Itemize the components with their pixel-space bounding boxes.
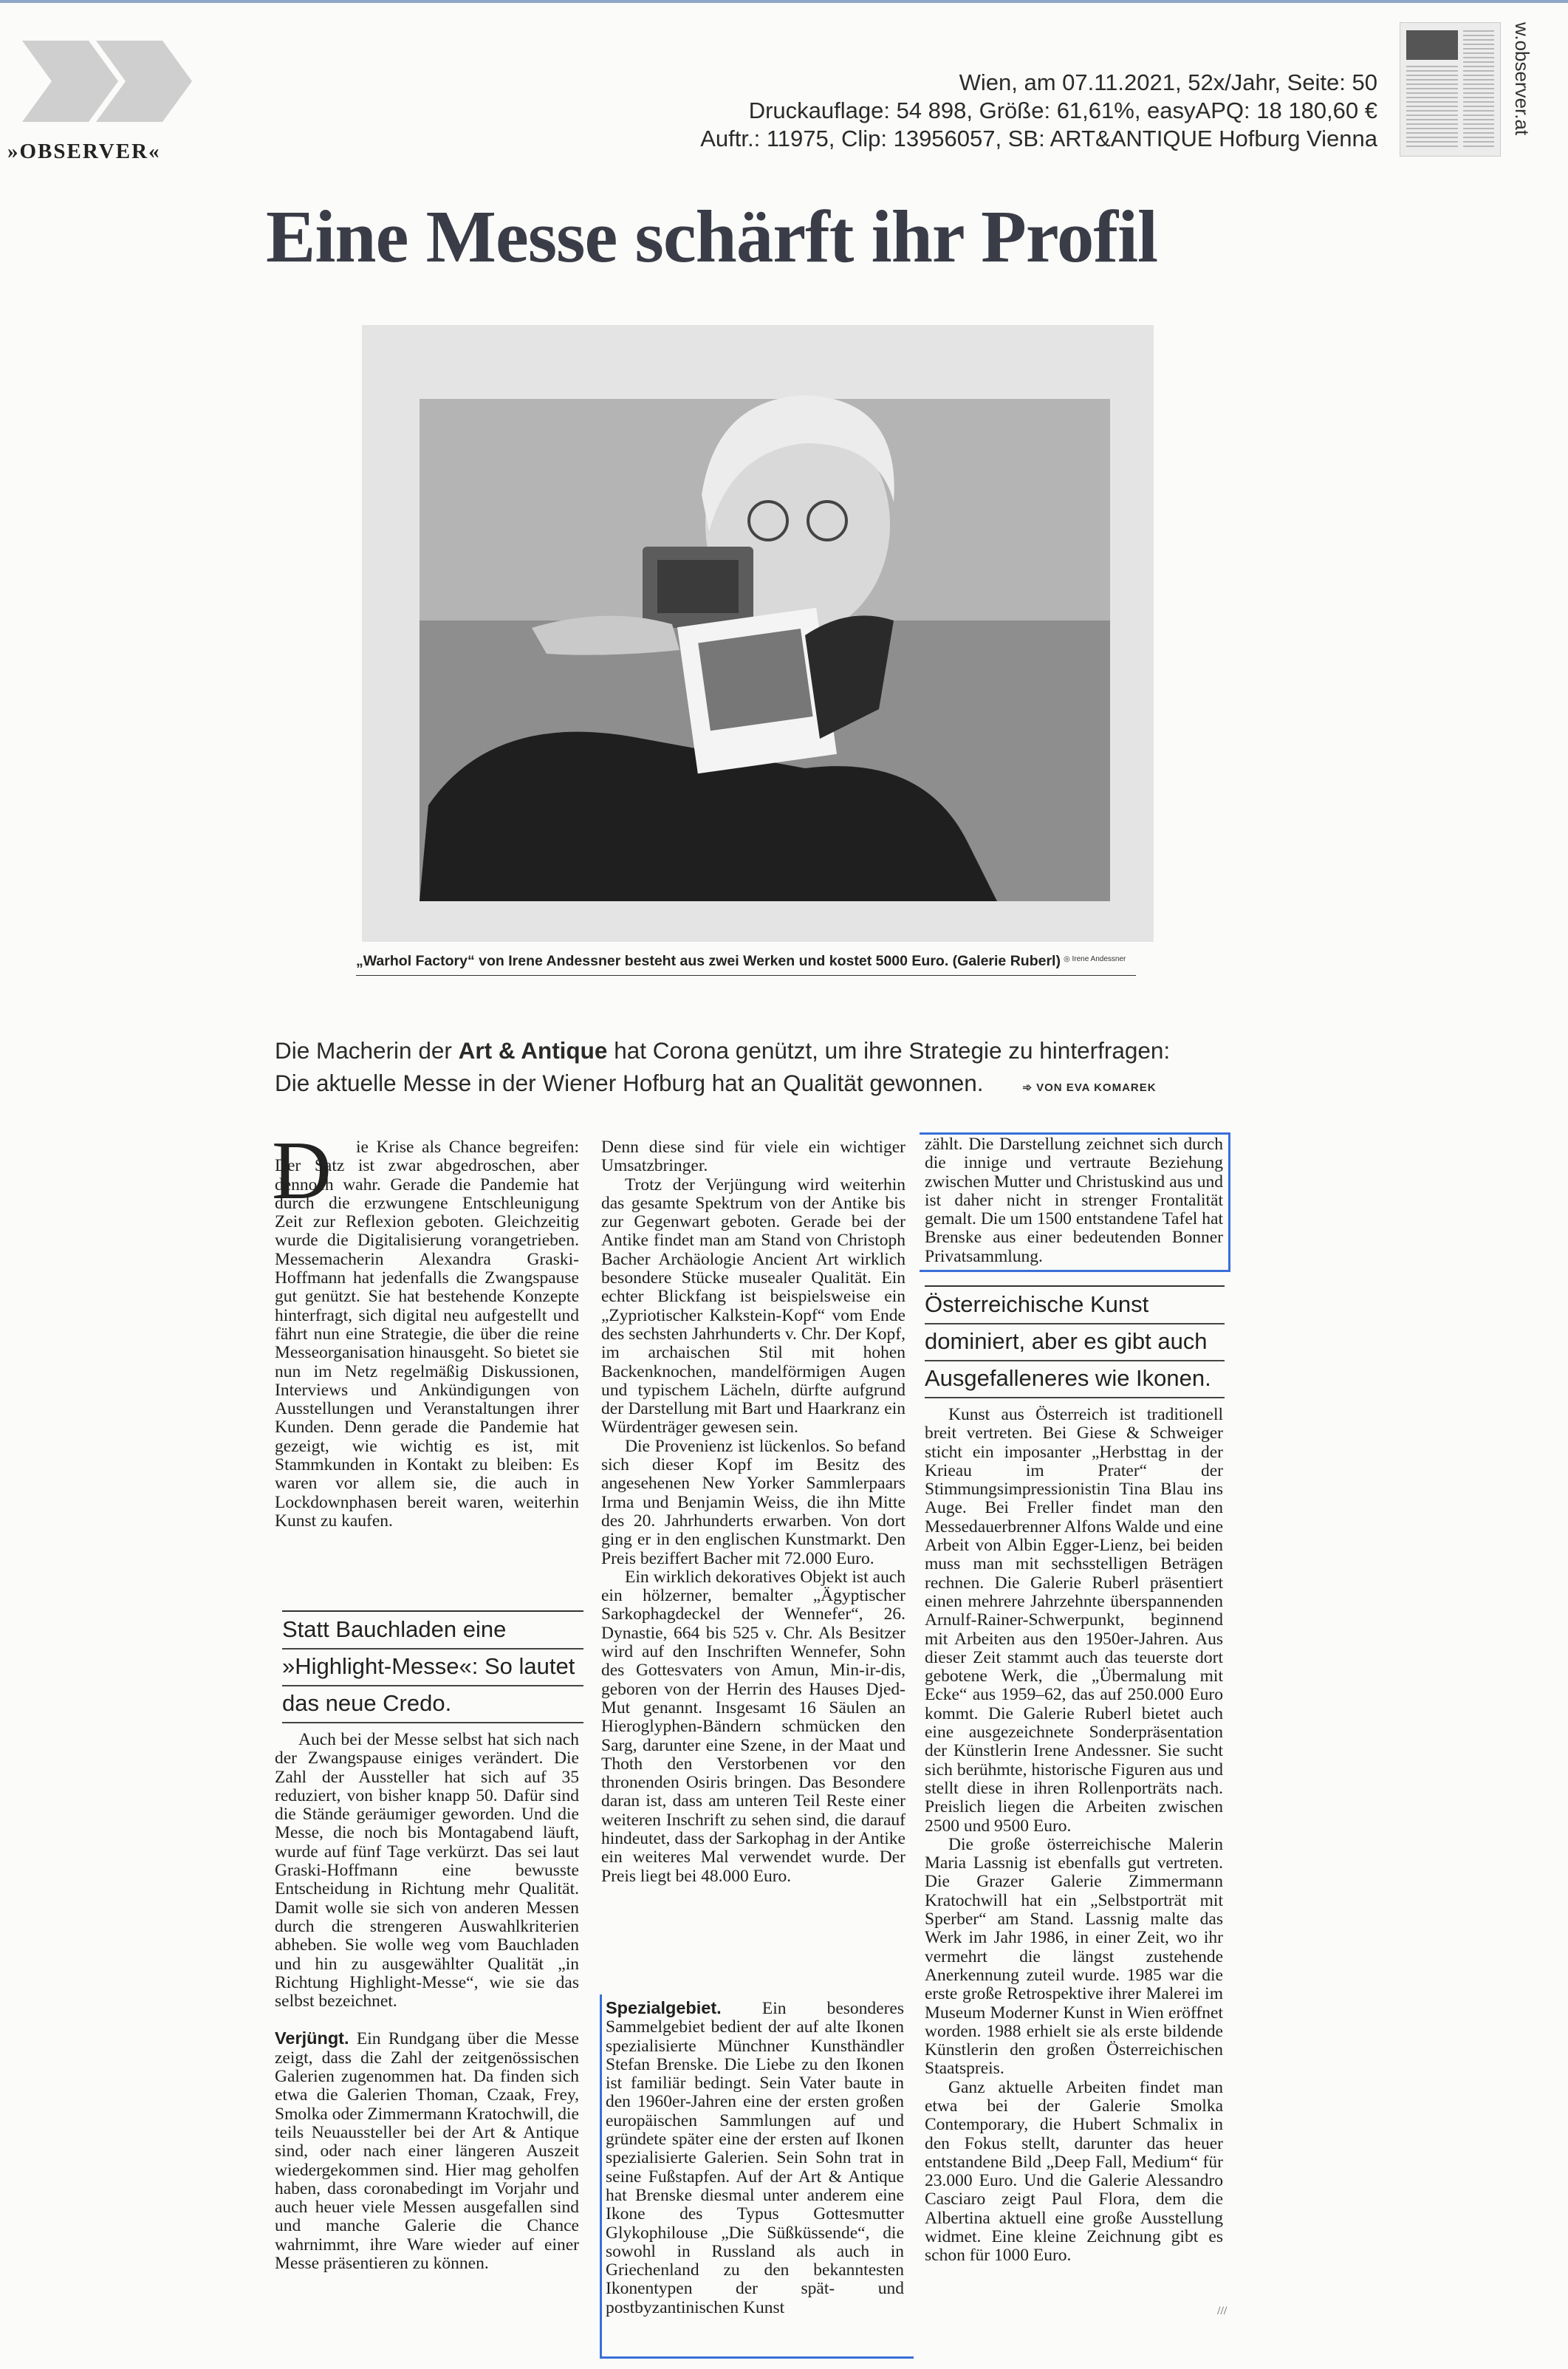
highlight-box-icon-description xyxy=(920,1132,1230,1272)
byline xyxy=(1022,1081,1156,1094)
lead-line-2 xyxy=(275,1067,1235,1104)
caption-rule xyxy=(356,975,1136,976)
subhead1-top-rule xyxy=(282,1610,583,1612)
byline-text: VON EVA KOMAREK xyxy=(1036,1081,1157,1094)
warhol-factory-photo xyxy=(362,325,1154,942)
lead-bold: Art & Antique xyxy=(458,1037,608,1064)
col1-paragraph-3 xyxy=(275,2029,579,2273)
col2-p2-text: Trotz der Verjüngung wird weiterhin das gesamte Spektrum von der Antike bis zur Gegenwart geboten. Gerade bei der Antike findet man am Stand von Christoph Bacher Archäologie Ancient Art wirklich besondere Stücke musealer Qualität. Ein echter Blickfang ist beispielsweise ein „Zypriotischer Kalkstein-Kopf“ vom Ende des sechsten Jahrhunderts v. Chr. Der Kopf, im archaischen Stil mit hohen Backenknochen, mandelförmigen Augen und typischem Lächeln, dürfte aufgrund der Darstellung mit Bart und Haarkranz ein Würdenträger gewesen sein. xyxy=(601,1175,905,1438)
camera-icon: ◎ xyxy=(1064,955,1072,963)
subhead-1-line-2: »Highlight-Messe«: So lautet xyxy=(282,1650,583,1686)
col2-p5-lead: Spezialgebiet. xyxy=(606,1998,722,2017)
lead-part-2: hat Corona genützt, um ihre Strategie zu hinterfragen: xyxy=(614,1037,1171,1064)
dropcap: D xyxy=(272,1125,332,1217)
col3-p3-text: Die große österreichische Malerin Maria Lassnig ist ebenfalls gut vertreten. Die Grazer Galerie Zimmermann Kratochwill hat ein „Selbstporträt mit Sperber“ am Stand. Lassnig malte das Werk im Jahr 1986, in einer Zeit, wo ihr vermehrt die längst zustehende Anerkennung zuteil wurde. 1985 war die erste große Retrospektive ihrer Malerei im Museum Moderner Kunst in Wien eröffnet worden. 1988 erhielt sie als erste bildende Künstlerin den großen Österreichischen Staatspreis. xyxy=(925,1834,1223,2079)
article-lead xyxy=(275,1034,1235,1104)
col1-p2-text: Auch bei der Messe selbst hat sich nach der Zwangspause einiges verändert. Die Zahl der Aussteller hat sich auf 35 reduziert, von bisher knapp 50. Dafür sind die Stände geräumiger geworden. Und die Messe, die noch bis Montagabend läuft, wurde auf fünf Tage verkürzt. Das sei laut Graski-Hoffmann eine bewusste Entscheidung in Richtung mehr Qualität. Damit wolle sie sich von anderen Messen durch die strengeren Auswahlkriterien abheben. Sie wolle weg vom Bauchladen und hin zu ausgewählter Qualität „in Richtung Highlight-Messe“, wie sie das selbst bezeichnet. xyxy=(275,1730,579,2011)
lead-part-3: Die aktuelle Messe in der Wiener Hofburg hat an Qualität gewonnen. xyxy=(275,1070,984,1096)
col2-paragraph-4 xyxy=(601,1568,905,1886)
col2-p1-text: Denn diese sind für viele ein wichtiger Umsatzbringer. xyxy=(601,1138,905,1176)
observer-chevrons-icon xyxy=(7,30,207,133)
clip-meta xyxy=(565,69,1377,153)
photo-caption: „Warhol Factory“ von Irene Andessner besteht aus zwei Werken und kostet 5000 Euro. (Galerie Ruberl) xyxy=(356,953,1061,969)
subhead-2-line-3: Ausgefalleneres wie Ikonen. xyxy=(925,1361,1225,1398)
article-photo xyxy=(362,325,1154,942)
col2-paragraph-2 xyxy=(601,1176,905,1438)
scan-top-edge xyxy=(0,0,1568,3)
subhead2-top-rule xyxy=(925,1285,1225,1287)
col2-paragraph-3 xyxy=(601,1438,905,1568)
col2-p5-text: Ein besonderes Sammelgebiet bedient der auf alte Ikonen spezialisierte Münchner Kunsthändler Stefan Brenske. Die Liebe zu den Ikonen ist familiär bedingt. Sein Vater baute in den 1960er-Jahren eine der ersten großen europäischen Sammlungen auf und gründete später eine der ersten auf Ikonen spezialisierte Galerien. Sein Sohn trat in seine Fußstapfen. Auf der Art & Antique hat Brenske diesmal unter anderem eine Ikone des Typus Gottesmutter Glykophilouse „Die Süßküssende“, die sowohl in Russland als auch in Griechenland zu den bekanntesten Ikonentypen der spät- und postbyzantinischen Kunst xyxy=(606,1999,904,2317)
col1-intro xyxy=(275,1138,579,1531)
col3-paragraph-4 xyxy=(925,2079,1223,2266)
col1-body xyxy=(275,1731,579,2273)
subhead-2 xyxy=(925,1288,1225,1398)
subhead-2-line-2: dominiert, aber es gibt auch xyxy=(925,1324,1225,1361)
col3-paragraph-2 xyxy=(925,1406,1223,1836)
photo-credit-text: Irene Andessner xyxy=(1072,955,1126,963)
photo-credit xyxy=(1064,955,1126,963)
page-thumbnail xyxy=(1400,22,1501,157)
col1-paragraph-1 xyxy=(275,1138,579,1531)
subhead-2-line-1: Österreichische Kunst xyxy=(925,1288,1225,1324)
clip-meta-circulation: Druckauflage: 54 898, Größe: 61,61%, easyAPQ: 18 180,60 € xyxy=(748,98,1377,123)
col2-p4-text: Ein wirklich dekoratives Objekt ist auch ein hölzerner, bemalter „Ägyptischer Sarkophagdeckel der Wennefer“, 26. Dynastie, 664 bis 525 v. Chr. Als Besitzer wird auf den Inschriften Wennefer, Sohn des Gottesvaters von Amun, Min-ir-dis, geboren von der Herrin des Hauses Djed-Mut genannt. Insgesamt 16 Säulen an Hieroglyphen-Bändern schmücken den Sarg, darunter eine Szene, in der Maat und Thoth den Verstorbenen vor den thronenden Osiris bringen. Das Besondere daran ist, dass am unteren Teil Reste einer weiteren Inschrift zu sehen sind, die darauf hindeutet, dass der Sarkophag in der Antike ein weiteres Mal verwendet wurde. Der Preis liegt bei 48.000 Euro. xyxy=(601,1567,905,1886)
lead-part-1: Die Macherin der xyxy=(275,1037,452,1064)
side-url: w.observer.at xyxy=(1511,22,1533,136)
clip-meta-date: Wien, am 07.11.2021, 52x/Jahr, Seite: 50 xyxy=(959,69,1377,95)
subhead-1-line-3: das neue Credo. xyxy=(282,1686,583,1723)
article-title: Eine Messe schärft ihr Profil xyxy=(266,195,1158,278)
col3-paragraph-3 xyxy=(925,1836,1223,2079)
subhead-1-line-1: Statt Bauchladen eine xyxy=(282,1613,583,1650)
col3-p4-text: Ganz aktuelle Arbeiten findet man etwa bei der Galerie Smolka Contemporary, die Hubert Schmalix in den Fokus stellt, darunter das heuer entstandene Bild „Deep Fall, Medium“ für 23.000 Euro. Und die Galerie Alessandro Casciaro zeigt Paul Flora, dem die Albertina aktuell eine große Ausstellung widmet. Eine kleine Zeichnung gibt es schon für 1000 Euro. xyxy=(925,2077,1223,2266)
subhead-1 xyxy=(282,1613,583,1723)
end-mark-icon: /// xyxy=(1217,2305,1228,2317)
observer-logo xyxy=(7,30,207,163)
col1-p3-text: Ein Rundgang über die Messe zeigt, dass die Zahl der zeitgenössischen Galerien zugenommen hat. Da finden sich etwa die Galerien Thoman, Czaak, Frey, Smolka oder Zimmermann Kratochwill, die teils Neuaussteller bei der Art & Antique sind, oder nach einer längeren Auszeit wiedergekommen sind. Hier mag geholfen haben, dass coronabedingt im Vorjahr und auch heuer viele Messen ausgefallen sind und manche Galerie die Chance wahrnimmt, ihre Ware wieder auf einer Messe präsentieren zu können. xyxy=(275,2029,579,2274)
col1-paragraph-2 xyxy=(275,1731,579,2011)
observer-logo-text: »OBSERVER« xyxy=(7,140,161,163)
clip-meta-order: Auftr.: 11975, Clip: 13956057, SB: ART&ANTIQUE Hofburg Vienna xyxy=(700,126,1377,151)
col2-body xyxy=(601,1138,905,1886)
col3-p1-text: zählt. Die Darstellung zeichnet sich durch die innige und vertraute Beziehung zwischen Mutter und Christuskind aus und ist daher nicht in strenger Frontalität gemalt. Die um 1500 entstandene Tafel hat Brenske aus einer bedeutenden Bonner Privatsammlung. xyxy=(925,1135,1223,1266)
col3-body xyxy=(925,1406,1223,2266)
col1-p3-lead: Verjüngt. xyxy=(275,2028,349,2048)
lead-line-1 xyxy=(275,1034,1235,1067)
col3-p2-text: Kunst aus Österreich ist traditionell breit vertreten. Bei Giese & Schweiger sticht ein imposanter „Herbsttag in der Krieau im Prater“ der Stimmungsimpressionistin Tina Blau ins Auge. Bei Freller findet man den Messedauerbrenner Alfons Walde und eine Arbeit von Albin Egger-Lienz, bei beiden muss man mit sechsstelligen Beträgen rechnen. Die Galerie Ruberl präsentiert einen mehrere Jahrzehnte überspannenden Arnulf-Rainer-Schwerpunkt, beginnend mit Arbeiten aus den 1950er-Jahren. Aus dieser Zeit stammt auch das teuerste dort gebotene Werk, die „Übermalung mit Ecke“ aus 1959–62, das auf 250.000 Euro kommt. Die Galerie Ruberl bietet auch eine ausgezeichnete Sonderpräsentation der Künstlerin Irene Andessner. Sie sucht sich berühmte, historische Figuren aus und stellt diese in ihren Rollenporträts nach. Preislich liegen die Arbeiten zwischen 2500 und 9500 Euro. xyxy=(925,1405,1223,1836)
byline-arrow-icon: ➾ xyxy=(1022,1081,1037,1094)
col1-p1-text: ie Krise als Chance begreifen: Der Satz ist zwar abgedroschen, aber dennoch wahr. Gerade die Pandemie hat durch die erzwungene Entschleunigung Zeit zur Reflexion geboten. Gleichzeitig wurde die Digitalisierung vorangetrieben. Messemacherin Alexandra Graski-Hoffmann hat jedenfalls die Zwangspause gut genützt. Sie hat bestehende Konzepte hinterfragt, sich digital neu aufgestellt und fährt nun eine Strategie, die über die reine Messeorganisation hinausgeht. So bietet sie nun im Netz regelmäßig Diskussionen, Interviews und Ankündigungen von Ausstellungen und Veranstaltungen ihrer Kunden. Denn gerade die Pandemie hat gezeigt, wie wichtig es ist, mit Stammkunden in Kontakt zu bleiben: Es waren vor allem sie, die auch in Lockdownphasen bereit waren, weiterhin Kunst zu kaufen. xyxy=(275,1138,579,1531)
col2-p3-text: Die Provenienz ist lückenlos. So befand sich dieser Kopf im Besitz des angesehenen New Yorker Sammlerpaars Irma und Benjamin Weiss, die ihn Mitte des 20. Jahrhunderts erwarben. Von dort ging er in den englischen Kunstmarkt. Den Preis beziffert Bacher mit 72.000 Euro. xyxy=(601,1436,905,1568)
col2-paragraph-1 xyxy=(601,1138,905,1176)
highlight-box-icons xyxy=(600,1994,914,2359)
